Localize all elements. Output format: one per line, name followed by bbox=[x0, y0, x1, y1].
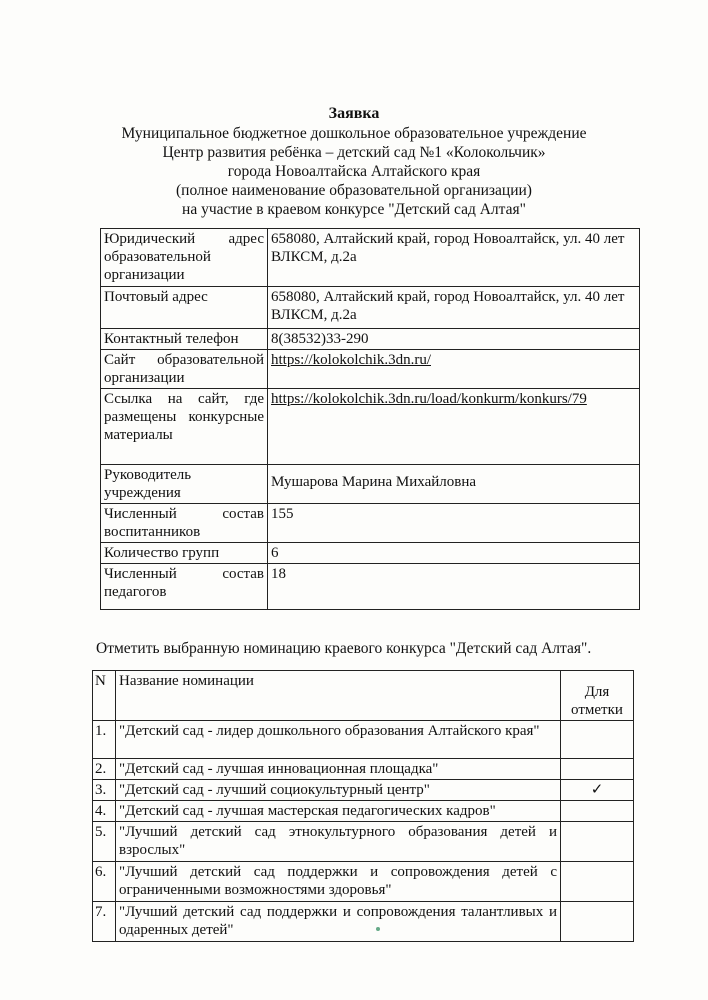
info-value: 18 bbox=[268, 564, 640, 610]
info-label: Численный состав воспитанников bbox=[101, 504, 268, 543]
column-header-mark: Для отметки bbox=[561, 671, 634, 721]
nomination-name: "Лучший детский сад поддержки и сопровождения талантливых и одаренных детей" bbox=[116, 902, 561, 942]
row-number: 3. bbox=[93, 780, 116, 801]
org-name-caption: (полное наименование образовательной организации) bbox=[176, 182, 532, 199]
nomination-name: "Лучший детский сад этнокультурного образования детей и взрослых" bbox=[116, 822, 561, 862]
info-value: 6 bbox=[268, 543, 640, 564]
info-label: Контактный телефон bbox=[101, 329, 268, 350]
table-row bbox=[93, 759, 634, 780]
nomination-name: "Детский сад - лучшая мастерская педагогических кадров" bbox=[116, 801, 561, 822]
document-title: Заявка bbox=[328, 105, 380, 122]
row-number: 7. bbox=[93, 902, 116, 942]
scan-speck bbox=[376, 927, 380, 931]
table-row bbox=[101, 564, 640, 610]
nomination-name: "Детский сад - лучший социокультурный центр" bbox=[116, 780, 561, 801]
info-label: Руководитель учреждения bbox=[101, 465, 268, 504]
table-row bbox=[93, 780, 634, 801]
info-value: 658080, Алтайский край, город Новоалтайск, ул. 40 лет ВЛКСМ, д.2а bbox=[268, 229, 640, 287]
table-row bbox=[93, 822, 634, 862]
info-value: Мушарова Марина Михайловна bbox=[268, 465, 640, 504]
mark-cell[interactable] bbox=[561, 822, 634, 862]
table-row bbox=[101, 543, 640, 564]
info-value-cell bbox=[268, 350, 640, 389]
info-label: Ссылка на сайт, где размещены конкурсные материалы bbox=[101, 389, 268, 465]
table-row bbox=[101, 350, 640, 389]
row-number: 6. bbox=[93, 862, 116, 902]
info-value: 658080, Алтайский край, город Новоалтайск, ул. 40 лет ВЛКСМ, д.2а bbox=[268, 287, 640, 329]
materials-link[interactable]: https://kolokolchik.3dn.ru/load/konkurm/konkurs/79 bbox=[271, 391, 587, 407]
row-number: 1. bbox=[93, 721, 116, 759]
table-row bbox=[93, 801, 634, 822]
nominations-table bbox=[92, 670, 634, 942]
info-label: Численный состав педагогов bbox=[101, 564, 268, 610]
info-value: 8(38532)33-290 bbox=[268, 329, 640, 350]
application-purpose: на участие в краевом конкурсе "Детский сад Алтая" bbox=[182, 201, 526, 218]
row-number: 4. bbox=[93, 801, 116, 822]
organization-info-table bbox=[100, 228, 640, 610]
column-header-number: N bbox=[93, 671, 116, 721]
info-label: Почтовый адрес bbox=[101, 287, 268, 329]
info-label: Юридический адрес образовательной организации bbox=[101, 229, 268, 287]
mark-cell[interactable] bbox=[561, 721, 634, 759]
org-name-line-1: Муниципальное бюджетное дошкольное образовательное учреждение bbox=[121, 125, 587, 142]
table-row bbox=[101, 229, 640, 287]
org-name-line-2: Центр развития ребёнка – детский сад №1 «Колокольчик» bbox=[162, 144, 546, 161]
nomination-name: "Лучший детский сад поддержки и сопровождения детей с ограниченными возможностями здоровья" bbox=[116, 862, 561, 902]
checkmark-icon[interactable]: ✓ bbox=[561, 780, 634, 801]
mark-cell[interactable] bbox=[561, 759, 634, 780]
mark-cell[interactable] bbox=[561, 862, 634, 902]
org-name-line-3: города Новоалтайска Алтайского края bbox=[227, 163, 481, 180]
nomination-name: "Детский сад - лидер дошкольного образования Алтайского края" bbox=[116, 721, 561, 759]
row-number: 2. bbox=[93, 759, 116, 780]
column-header-name: Название номинации bbox=[116, 671, 561, 721]
table-header-row bbox=[93, 671, 634, 721]
mark-cell[interactable] bbox=[561, 902, 634, 942]
nomination-name: "Детский сад - лучшая инновационная площадка" bbox=[116, 759, 561, 780]
table-row bbox=[93, 902, 634, 942]
info-value-cell bbox=[268, 389, 640, 465]
mark-cell[interactable] bbox=[561, 801, 634, 822]
table-row bbox=[101, 389, 640, 465]
nomination-instruction: Отметить выбранную номинацию краевого конкурса "Детский сад Алтая". bbox=[96, 640, 592, 657]
table-row bbox=[101, 504, 640, 543]
website-link[interactable]: https://kolokolchik.3dn.ru/ bbox=[271, 352, 431, 368]
table-row bbox=[93, 721, 634, 759]
info-label: Сайт образовательной организации bbox=[101, 350, 268, 389]
info-label: Количество групп bbox=[101, 543, 268, 564]
row-number: 5. bbox=[93, 822, 116, 862]
table-row bbox=[101, 329, 640, 350]
info-value: 155 bbox=[268, 504, 640, 543]
table-row bbox=[93, 862, 634, 902]
table-row bbox=[101, 465, 640, 504]
table-row bbox=[101, 287, 640, 329]
